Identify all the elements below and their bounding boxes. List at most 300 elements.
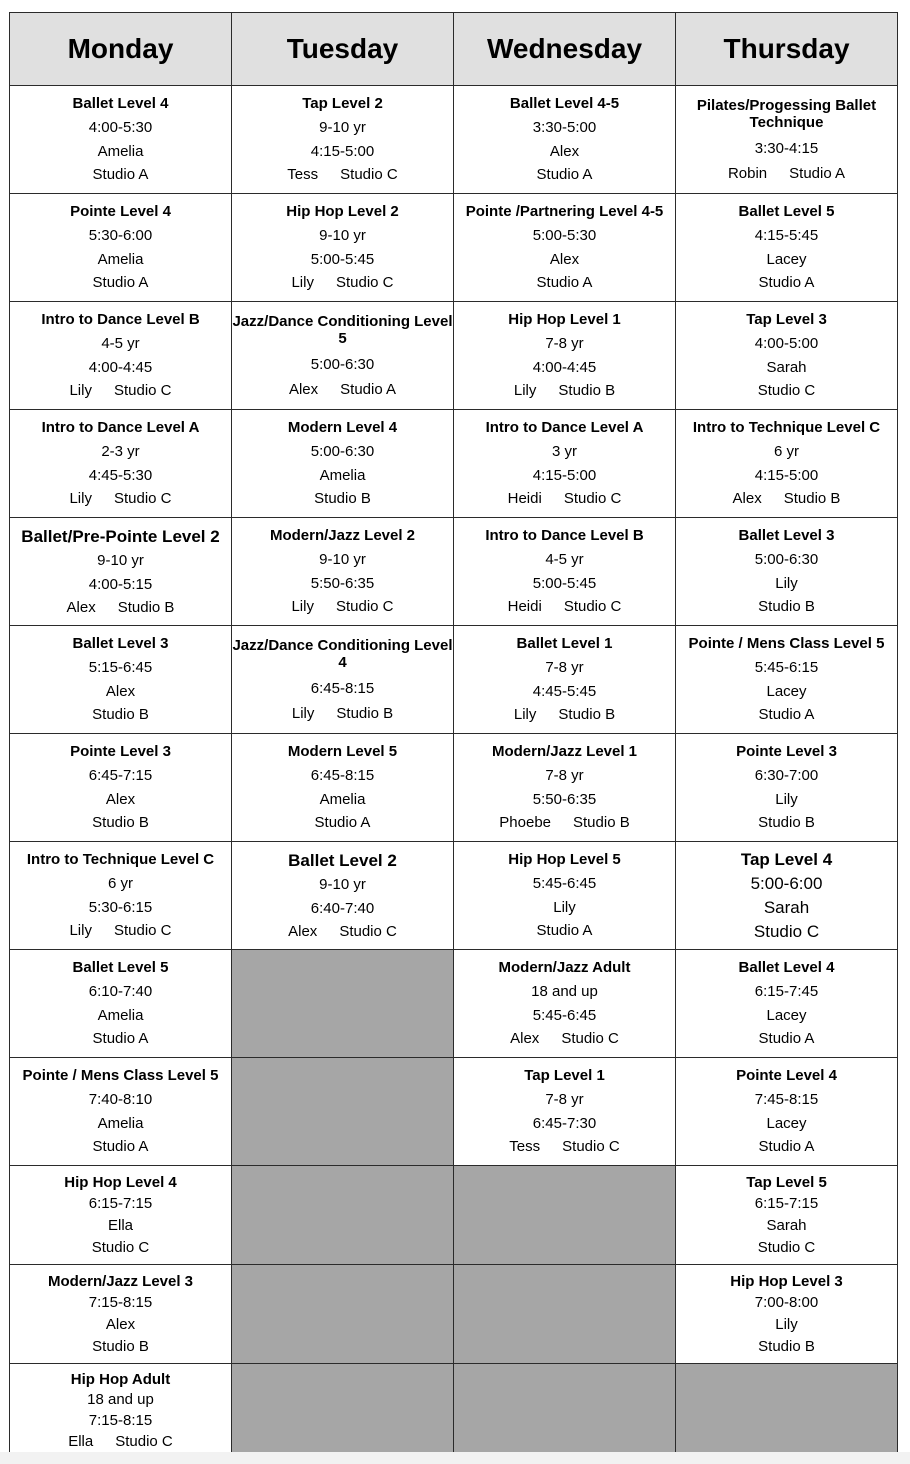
class-cell-wednesday <box>454 410 676 518</box>
class-time: 4:00-5:00 <box>754 335 819 353</box>
class-cell-tuesday <box>232 86 454 194</box>
class-location <box>454 1138 675 1155</box>
class-location <box>676 274 897 291</box>
class-entry <box>10 1367 231 1454</box>
class-location <box>232 923 453 940</box>
schedule-row <box>10 518 898 626</box>
class-location <box>232 598 453 615</box>
class-location <box>10 599 231 616</box>
class-entry <box>676 89 897 190</box>
class-name: Tap Level 1 <box>524 1067 605 1085</box>
class-name: Jazz/Dance Conditioning Level 4 <box>232 637 453 672</box>
schedule-header <box>10 13 898 86</box>
class-teacher: Lily <box>513 382 537 400</box>
class-entry <box>454 521 675 622</box>
weekly-schedule-table <box>9 12 898 1458</box>
class-age: 9-10 yr <box>97 552 144 570</box>
class-cell-monday <box>10 950 232 1058</box>
class-name: Modern/Jazz Level 1 <box>491 743 638 761</box>
class-studio: Studio B <box>558 706 616 724</box>
class-entry <box>454 953 675 1054</box>
class-teacher: Lily <box>513 706 537 724</box>
class-studio: Studio B <box>758 598 815 616</box>
class-time: 5:00-5:30 <box>532 227 597 245</box>
class-teacher: Lily <box>291 598 314 616</box>
class-location <box>676 1239 897 1256</box>
class-age: 9-10 yr <box>319 227 366 245</box>
class-time: 5:45-6:15 <box>754 659 819 677</box>
class-age: 7-8 yr <box>545 767 584 785</box>
class-studio: Studio C <box>753 921 820 941</box>
class-teacher: Alex <box>105 682 136 700</box>
class-teacher: Ella <box>107 1217 133 1235</box>
class-time: 4:00-4:45 <box>88 358 153 376</box>
class-time: 6:15-7:45 <box>754 983 819 1001</box>
class-location <box>676 706 897 723</box>
class-location <box>10 1338 231 1355</box>
class-location <box>10 1239 231 1256</box>
class-teacher: Lily <box>69 922 92 940</box>
schedule-row <box>10 194 898 302</box>
class-time: 6:40-7:40 <box>310 899 375 917</box>
class-cell-thursday <box>676 302 898 410</box>
class-location <box>10 1433 231 1450</box>
class-entry <box>676 1061 897 1162</box>
class-cell-thursday <box>676 950 898 1058</box>
class-cell-wednesday <box>454 734 676 842</box>
class-entry <box>676 413 897 514</box>
class-age: 4-5 yr <box>101 335 140 353</box>
class-cell-wednesday <box>454 1058 676 1166</box>
class-studio: Studio C <box>562 1138 620 1156</box>
class-time: 6:10-7:40 <box>88 983 153 1001</box>
day-header-tuesday: Tuesday <box>232 13 454 86</box>
empty-slot-tuesday <box>232 1265 454 1364</box>
schedule-row <box>10 410 898 518</box>
class-name: Intro to Dance Level A <box>485 419 644 437</box>
class-time: 6:30-7:00 <box>754 767 819 785</box>
class-time: 5:00-6:00 <box>750 873 823 893</box>
class-teacher: Ella <box>68 1433 94 1451</box>
class-studio: Studio B <box>336 704 394 722</box>
class-location <box>676 1338 897 1355</box>
class-cell-wednesday <box>454 518 676 626</box>
class-entry <box>10 737 231 838</box>
empty-slot-tuesday <box>232 1166 454 1265</box>
class-cell-monday <box>10 86 232 194</box>
schedule-body <box>10 86 898 1458</box>
class-cell-thursday <box>676 518 898 626</box>
schedule-row <box>10 626 898 734</box>
class-name: Intro to Technique Level C <box>26 851 215 869</box>
class-name: Ballet Level 3 <box>72 635 169 653</box>
class-name: Ballet Level 5 <box>72 959 169 977</box>
day-header-monday: Monday <box>10 13 232 86</box>
class-time: 6:45-8:15 <box>310 767 375 785</box>
class-teacher: Lacey <box>766 250 807 268</box>
class-age: 9-10 yr <box>319 876 366 894</box>
class-studio: Studio A <box>536 166 593 184</box>
class-cell-tuesday <box>232 842 454 950</box>
class-name: Modern Level 4 <box>287 419 398 437</box>
class-teacher: Lily <box>775 574 798 592</box>
class-studio: Studio A <box>536 922 593 940</box>
class-entry <box>232 845 453 946</box>
class-entry <box>10 521 231 622</box>
class-teacher: Lacey <box>766 682 807 700</box>
class-time: 5:00-5:45 <box>532 574 597 592</box>
empty-slot-wednesday <box>454 1265 676 1364</box>
class-location <box>454 490 675 507</box>
class-studio: Studio B <box>558 382 616 400</box>
class-name: Pilates/Progessing Ballet Technique <box>696 97 877 132</box>
class-studio: Studio A <box>92 1138 149 1156</box>
class-cell-wednesday <box>454 626 676 734</box>
class-teacher: Lily <box>69 490 92 508</box>
class-time: 5:15-6:45 <box>88 659 153 677</box>
class-cell-tuesday <box>232 518 454 626</box>
class-studio: Studio B <box>117 598 175 616</box>
class-time: 6:45-8:15 <box>310 679 375 697</box>
class-entry <box>232 629 453 730</box>
day-header-wednesday: Wednesday <box>454 13 676 86</box>
class-name: Ballet/Pre-Pointe Level 2 <box>21 526 220 546</box>
class-teacher: Amelia <box>97 142 144 160</box>
class-entry <box>454 305 675 406</box>
class-name: Ballet Level 1 <box>516 635 613 653</box>
empty-slot-tuesday <box>232 1364 454 1458</box>
class-name: Pointe / Mens Class Level 5 <box>22 1067 219 1085</box>
class-cell-monday <box>10 1166 232 1265</box>
class-entry <box>454 845 675 946</box>
class-studio: Studio B <box>758 1338 815 1356</box>
class-time: 7:00-8:00 <box>754 1294 819 1312</box>
schedule-row <box>10 1364 898 1458</box>
class-location <box>676 165 897 182</box>
class-teacher: Alex <box>732 490 762 508</box>
class-name: Ballet Level 2 <box>288 850 397 870</box>
class-name: Modern Level 5 <box>287 743 398 761</box>
class-cell-thursday <box>676 842 898 950</box>
class-teacher: Lily <box>291 274 314 292</box>
class-teacher: Alex <box>288 380 319 398</box>
class-name: Hip Hop Adult <box>70 1370 171 1388</box>
class-studio: Studio C <box>563 490 622 508</box>
class-time: 7:45-8:15 <box>754 1091 819 1109</box>
class-entry <box>10 629 231 730</box>
class-age: 3 yr <box>551 443 577 461</box>
class-entry <box>676 1268 897 1360</box>
class-location <box>676 598 897 615</box>
empty-slot-tuesday <box>232 1058 454 1166</box>
class-time: 4:00-5:15 <box>88 575 153 593</box>
class-age: 4-5 yr <box>545 551 584 569</box>
schedule-row <box>10 842 898 950</box>
class-time: 3:30-4:15 <box>754 139 819 157</box>
class-studio: Studio B <box>92 1338 149 1356</box>
class-teacher: Lacey <box>766 1006 807 1024</box>
class-teacher: Amelia <box>319 466 366 484</box>
class-entry <box>454 197 675 298</box>
class-time: 5:30-6:15 <box>88 898 153 916</box>
class-location <box>10 1138 231 1155</box>
class-entry <box>232 737 453 838</box>
class-name: Intro to Dance Level A <box>41 419 200 437</box>
class-location <box>454 1030 675 1047</box>
class-time: 4:00-4:45 <box>532 358 597 376</box>
class-time: 3:30-5:00 <box>532 119 597 137</box>
class-name: Intro to Technique Level C <box>692 419 881 437</box>
class-time: 5:45-6:45 <box>532 875 597 893</box>
class-cell-wednesday <box>454 842 676 950</box>
class-time: 5:00-6:30 <box>310 443 375 461</box>
class-teacher: Lily <box>775 1316 798 1334</box>
class-time: 6:15-7:15 <box>754 1195 819 1213</box>
class-name: Hip Hop Level 5 <box>508 851 621 869</box>
class-time: 7:40-8:10 <box>88 1091 153 1109</box>
class-teacher: Lacey <box>766 1114 807 1132</box>
class-teacher: Alex <box>549 250 580 268</box>
schedule-row <box>10 86 898 194</box>
class-cell-monday <box>10 194 232 302</box>
class-entry <box>10 845 231 946</box>
class-studio: Studio C <box>335 598 394 616</box>
class-time: 4:00-5:30 <box>88 119 153 137</box>
class-teacher: Alex <box>288 922 318 940</box>
class-cell-thursday <box>676 1265 898 1364</box>
class-location <box>454 814 675 831</box>
class-time: 4:45-5:30 <box>88 466 153 484</box>
class-studio: Studio A <box>758 706 815 724</box>
class-age: 9-10 yr <box>319 119 366 137</box>
class-entry <box>454 413 675 514</box>
class-teacher: Alex <box>105 1316 136 1334</box>
class-entry <box>676 521 897 622</box>
class-studio: Studio C <box>113 490 172 508</box>
class-cell-monday <box>10 302 232 410</box>
class-age: 18 and up <box>87 1391 154 1409</box>
class-cell-monday <box>10 518 232 626</box>
page-bottom-strip <box>0 1452 910 1464</box>
class-teacher: Robin <box>727 164 768 182</box>
class-teacher: Sarah <box>763 897 810 917</box>
class-time: 5:00-5:45 <box>310 250 375 268</box>
schedule-row <box>10 734 898 842</box>
class-location <box>454 166 675 183</box>
class-entry <box>10 89 231 190</box>
class-location <box>454 922 675 939</box>
class-studio: Studio C <box>757 382 816 400</box>
class-teacher: Heidi <box>507 598 542 616</box>
class-time: 6:45-7:15 <box>88 767 153 785</box>
class-location <box>676 814 897 831</box>
class-name: Tap Level 3 <box>746 311 827 329</box>
class-location <box>232 166 453 183</box>
class-time: 6:15-7:15 <box>88 1195 153 1213</box>
class-teacher: Lily <box>553 898 576 916</box>
class-name: Ballet Level 3 <box>738 527 835 545</box>
class-cell-thursday <box>676 626 898 734</box>
day-header-thursday: Thursday <box>676 13 898 86</box>
class-studio: Studio B <box>573 814 630 832</box>
class-studio: Studio C <box>91 1239 150 1257</box>
class-time: 6:45-7:30 <box>532 1114 597 1132</box>
class-location <box>10 706 231 723</box>
class-location <box>10 274 231 291</box>
class-name: Ballet Level 4 <box>72 95 169 113</box>
class-studio: Studio C <box>115 1433 173 1451</box>
schedule-row <box>10 302 898 410</box>
class-location <box>676 382 897 399</box>
class-location <box>10 382 231 399</box>
class-time: 5:45-6:45 <box>532 1006 597 1024</box>
class-cell-thursday <box>676 734 898 842</box>
class-location <box>10 922 231 939</box>
class-teacher: Alex <box>66 598 96 616</box>
class-location <box>454 598 675 615</box>
class-teacher: Amelia <box>97 1006 144 1024</box>
day-header-row <box>10 13 898 86</box>
class-studio: Studio B <box>92 706 149 724</box>
empty-slot-tuesday <box>232 950 454 1058</box>
class-studio: Studio C <box>113 382 172 400</box>
class-teacher: Lily <box>775 790 798 808</box>
empty-slot-thursday <box>676 1364 898 1458</box>
class-cell-tuesday <box>232 302 454 410</box>
class-cell-monday <box>10 626 232 734</box>
class-age: 9-10 yr <box>319 551 366 569</box>
class-studio: Studio C <box>757 1239 816 1257</box>
schedule-row <box>10 1166 898 1265</box>
class-location <box>454 274 675 291</box>
class-name: Tap Level 2 <box>302 95 383 113</box>
empty-slot-wednesday <box>454 1166 676 1265</box>
class-entry <box>676 197 897 298</box>
class-time: 4:45-5:45 <box>532 682 597 700</box>
class-entry <box>10 1061 231 1162</box>
class-location <box>676 1030 897 1047</box>
class-studio: Studio C <box>561 1030 619 1048</box>
class-name: Ballet Level 5 <box>738 203 835 221</box>
class-studio: Studio A <box>758 274 815 292</box>
class-name: Intro to Dance Level B <box>485 527 644 545</box>
class-teacher: Alex <box>510 1030 540 1048</box>
class-name: Modern/Jazz Adult <box>498 959 631 977</box>
class-studio: Studio B <box>783 490 841 508</box>
class-studio: Studio B <box>314 490 371 508</box>
class-name: Ballet Level 4 <box>738 959 835 977</box>
class-entry <box>676 737 897 838</box>
class-teacher: Alex <box>105 790 136 808</box>
class-name: Tap Level 4 <box>740 849 833 869</box>
class-teacher: Alex <box>549 142 580 160</box>
class-teacher: Amelia <box>319 790 366 808</box>
class-teacher: Phoebe <box>499 814 551 832</box>
class-location <box>232 381 453 398</box>
class-studio: Studio C <box>113 922 172 940</box>
class-name: Pointe Level 3 <box>70 743 171 761</box>
class-cell-thursday <box>676 1058 898 1166</box>
class-studio: Studio A <box>758 1138 815 1156</box>
class-name: Pointe Level 4 <box>70 203 171 221</box>
class-studio: Studio A <box>314 814 371 832</box>
class-name: Jazz/Dance Conditioning Level 5 <box>232 313 453 348</box>
class-time: 5:00-6:30 <box>754 551 819 569</box>
class-teacher: Lily <box>291 704 315 722</box>
class-studio: Studio C <box>335 274 394 292</box>
empty-slot-wednesday <box>454 1364 676 1458</box>
class-name: Pointe /Partnering Level 4-5 <box>465 203 664 221</box>
class-studio: Studio B <box>758 814 815 832</box>
class-time: 4:15-5:00 <box>532 466 597 484</box>
class-studio: Studio C <box>339 922 397 940</box>
class-name: Pointe Level 3 <box>736 743 837 761</box>
class-entry <box>10 1169 231 1261</box>
class-cell-monday <box>10 1364 232 1458</box>
class-entry <box>232 305 453 406</box>
class-name: Tap Level 5 <box>746 1173 827 1191</box>
class-studio: Studio C <box>563 598 622 616</box>
class-studio: Studio A <box>92 166 149 184</box>
class-cell-monday <box>10 842 232 950</box>
class-name: Hip Hop Level 3 <box>730 1272 843 1290</box>
class-location <box>232 490 453 507</box>
schedule-row <box>10 950 898 1058</box>
class-age: 2-3 yr <box>101 443 140 461</box>
class-studio: Studio A <box>758 1030 815 1048</box>
class-entry <box>232 89 453 190</box>
class-cell-monday <box>10 734 232 842</box>
class-teacher: Sarah <box>766 1217 807 1235</box>
class-entry <box>232 413 453 514</box>
class-cell-monday <box>10 410 232 518</box>
class-time: 5:30-6:00 <box>88 227 153 245</box>
class-cell-wednesday <box>454 302 676 410</box>
class-teacher: Amelia <box>97 1114 144 1132</box>
class-time: 5:00-6:30 <box>310 355 375 373</box>
class-location <box>454 706 675 723</box>
class-age: 6 yr <box>773 443 799 461</box>
class-location <box>454 382 675 399</box>
class-time: 4:15-5:00 <box>310 142 375 160</box>
class-entry <box>676 305 897 406</box>
class-age: 7-8 yr <box>545 659 584 677</box>
class-name: Modern/Jazz Level 2 <box>269 527 416 545</box>
class-teacher: Sarah <box>766 358 807 376</box>
class-cell-tuesday <box>232 626 454 734</box>
class-entry <box>676 953 897 1054</box>
class-entry <box>454 89 675 190</box>
class-location <box>676 490 897 507</box>
class-studio: Studio A <box>92 1030 149 1048</box>
class-name: Pointe / Mens Class Level 5 <box>688 635 885 653</box>
class-age: 7-8 yr <box>545 1091 584 1109</box>
class-cell-tuesday <box>232 194 454 302</box>
class-entry <box>10 197 231 298</box>
class-time: 7:15-8:15 <box>88 1294 153 1312</box>
class-name: Hip Hop Level 2 <box>286 203 399 221</box>
class-cell-tuesday <box>232 410 454 518</box>
class-teacher: Heidi <box>507 490 542 508</box>
class-teacher: Amelia <box>97 250 144 268</box>
class-cell-monday <box>10 1265 232 1364</box>
class-entry <box>10 1268 231 1360</box>
class-location <box>232 814 453 831</box>
class-cell-wednesday <box>454 950 676 1058</box>
class-studio: Studio A <box>536 274 593 292</box>
class-teacher: Lily <box>69 382 92 400</box>
class-time: 4:15-5:00 <box>754 466 819 484</box>
